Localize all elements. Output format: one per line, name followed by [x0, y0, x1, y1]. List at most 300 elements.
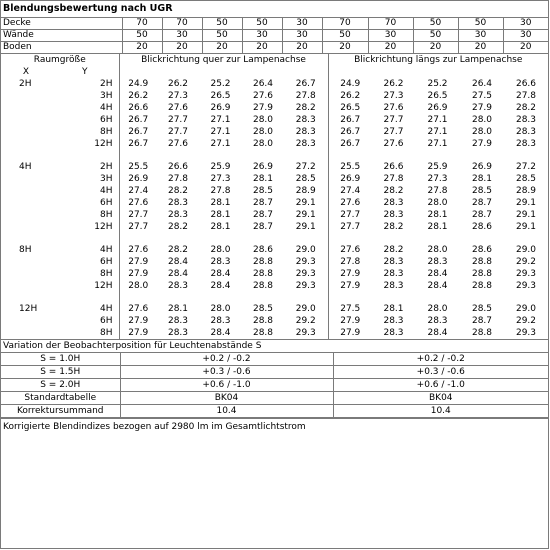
table-row: [1, 173, 548, 185]
table-row: [1, 280, 548, 292]
ugr-value-cell: 28.0: [210, 245, 231, 255]
ugr-value-cell: 28.8: [252, 269, 274, 279]
ugr-value-cell: 27.6: [328, 197, 372, 209]
ugr-value-cell: 28.8: [471, 281, 493, 291]
ugr-value-cell: 29.1: [295, 198, 316, 208]
ugr-value-cell: 28.3: [427, 257, 448, 267]
room-size-label: Raumgröße: [33, 55, 86, 65]
ugr-value-cell: 27.3: [427, 174, 448, 184]
ugr-value-cell: 27.6: [119, 303, 157, 315]
ugr-value-cell: 27.8: [328, 256, 372, 268]
ugr-value-cell: 28.0: [427, 304, 448, 314]
ugr-values-table: [1, 54, 548, 339]
ugr-value-cell: 27.8: [210, 186, 231, 196]
variation-row: [1, 366, 548, 379]
room-y-value: 6H: [100, 257, 113, 267]
room-y-value: 12H: [94, 222, 113, 232]
ugr-value-cell: 27.1: [427, 115, 448, 125]
ugr-value-cell: 28.3: [383, 328, 404, 338]
variation-title: Variation der Beobachterposition für Leuchtenabstände S: [1, 340, 548, 353]
ugr-value-cell: 27.4: [119, 185, 157, 197]
ugr-value-cell: 27.3: [383, 91, 404, 101]
correction-label: Korrektursummand: [1, 405, 120, 418]
ugr-value-cell: 29.3: [515, 281, 537, 291]
group-spacer: [1, 233, 548, 244]
ugr-value-cell: 27.9: [119, 268, 157, 280]
table-row: [1, 327, 548, 339]
standard-table-left: BK04: [120, 392, 333, 405]
standard-table-right: BK04: [333, 392, 548, 405]
ugr-value-cell: 28.7: [471, 198, 493, 208]
ugr-value-cell: 28.5: [252, 186, 274, 196]
ugr-value-cell: 26.4: [471, 79, 493, 89]
ugr-value-cell: 26.7: [119, 138, 157, 150]
ugr-value-cell: 27.1: [210, 127, 231, 137]
ugr-value-cell: 27.9: [471, 139, 493, 149]
ugr-value-cell: 26.9: [427, 103, 448, 113]
ugr-value-cell: 27.6: [252, 91, 274, 101]
room-y-value: 4H: [100, 186, 113, 196]
ugr-value-cell: 27.7: [383, 115, 404, 125]
ugr-value-cell: 29.3: [295, 269, 316, 279]
ugr-value-cell: 26.9: [328, 173, 372, 185]
ugr-value-cell: 28.8: [471, 257, 493, 267]
ugr-value-cell: 28.3: [167, 281, 189, 291]
ugr-value-cell: 27.1: [427, 127, 448, 137]
room-x-value: 4H: [19, 162, 32, 172]
ugr-value-cell: 27.7: [167, 115, 189, 125]
table-row: [1, 90, 548, 102]
variation-right: +0.2 / -0.2: [333, 353, 548, 366]
reflectance-value: 70: [162, 18, 202, 30]
reflectance-label: Wände: [1, 30, 122, 42]
ugr-value-cell: 28.3: [167, 210, 189, 220]
variation-label: S = 1.0H: [1, 353, 120, 366]
ugr-value-cell: 26.4: [252, 79, 274, 89]
ugr-value-cell: 28.1: [210, 222, 231, 232]
ugr-value-cell: 27.6: [383, 103, 404, 113]
ugr-value-cell: 28.8: [471, 269, 493, 279]
ugr-value-cell: 27.2: [515, 162, 537, 172]
ugr-value-cell: 27.6: [167, 139, 189, 149]
ugr-value-cell: 27.8: [427, 186, 448, 196]
room-y-value: 6H: [100, 198, 113, 208]
ugr-value-cell: 27.7: [328, 221, 372, 233]
ugr-value-cell: 26.7: [328, 126, 372, 138]
group-spacer: [1, 292, 548, 303]
ugr-value-cell: 28.2: [383, 245, 404, 255]
room-y-value: 8H: [100, 328, 113, 338]
ugr-value-cell: 28.0: [252, 139, 274, 149]
y-label: Y: [82, 67, 88, 77]
ugr-value-cell: 28.4: [427, 269, 448, 279]
room-y-value: 12H: [94, 139, 113, 149]
xy-header-row: [1, 66, 548, 78]
right-direction-label: Blickrichtung längs zur Lampenachse: [328, 54, 548, 66]
table-row: [1, 102, 548, 114]
variation-right: +0.3 / -0.6: [333, 366, 548, 379]
room-x-value: 2H: [19, 79, 32, 89]
ugr-value-cell: 28.2: [383, 186, 404, 196]
ugr-value-cell: 27.9: [328, 327, 372, 339]
ugr-value-cell: 26.7: [119, 126, 157, 138]
ugr-value-cell: 27.7: [167, 127, 189, 137]
ugr-value-cell: 29.3: [295, 257, 316, 267]
ugr-value-cell: 29.2: [515, 316, 537, 326]
ugr-value-cell: 28.1: [210, 210, 231, 220]
ugr-value-cell: 28.1: [427, 210, 448, 220]
ugr-value-cell: 27.6: [119, 244, 157, 256]
reflectance-label: Decke: [1, 18, 122, 30]
ugr-value-cell: 27.9: [328, 280, 372, 292]
ugr-value-cell: 27.4: [328, 185, 372, 197]
ugr-value-cell: 26.2: [119, 90, 157, 102]
ugr-value-cell: 28.2: [167, 186, 189, 196]
room-y-value: 4H: [100, 304, 113, 314]
room-y-value: 8H: [100, 269, 113, 279]
ugr-value-cell: 27.6: [328, 244, 372, 256]
room-x-value: 8H: [19, 245, 32, 255]
ugr-value-cell: 26.9: [119, 173, 157, 185]
room-y-value: 4H: [100, 103, 113, 113]
reflectance-row: [1, 42, 548, 54]
reflectance-row: [1, 30, 548, 42]
ugr-value-cell: 27.3: [210, 174, 231, 184]
ugr-value-cell: 27.3: [167, 91, 189, 101]
ugr-value-cell: 28.1: [471, 174, 493, 184]
ugr-value-cell: 27.9: [119, 256, 157, 268]
ugr-value-cell: 28.4: [427, 328, 448, 338]
ugr-value-cell: 29.1: [515, 198, 537, 208]
ugr-value-cell: 27.7: [119, 221, 157, 233]
ugr-value-cell: 28.3: [515, 115, 537, 125]
ugr-value-cell: 28.8: [471, 328, 493, 338]
ugr-value-cell: 28.3: [383, 257, 404, 267]
ugr-value-cell: 27.6: [119, 197, 157, 209]
ugr-value-cell: 28.2: [167, 222, 189, 232]
ugr-value-cell: 26.6: [119, 102, 157, 114]
ugr-value-cell: 26.5: [210, 91, 231, 101]
reflectance-value: 50: [122, 30, 162, 42]
ugr-value-cell: 28.5: [471, 304, 493, 314]
reflectance-header: [1, 18, 548, 54]
standard-table-label: Standardtabelle: [1, 392, 120, 405]
room-y-value: 6H: [100, 115, 113, 125]
ugr-value-cell: 28.0: [427, 198, 448, 208]
ugr-value-cell: 27.5: [471, 91, 493, 101]
ugr-value-cell: 29.0: [515, 245, 537, 255]
table-row: [1, 221, 548, 233]
ugr-value-cell: 26.7: [328, 138, 372, 150]
correction-right: 10.4: [333, 405, 548, 418]
ugr-value-cell: 28.7: [252, 210, 274, 220]
ugr-value-cell: 28.5: [471, 186, 493, 196]
ugr-value-cell: 28.3: [383, 198, 404, 208]
ugr-value-cell: 26.9: [471, 162, 493, 172]
reflectance-value: 50: [322, 30, 368, 42]
ugr-value-cell: 27.9: [328, 315, 372, 327]
ugr-value-cell: 28.9: [515, 186, 537, 196]
room-y-value: 3H: [100, 91, 113, 101]
reflectance-value: 20: [458, 42, 503, 54]
ugr-value-cell: 29.1: [295, 210, 316, 220]
ugr-value-cell: 29.0: [515, 304, 537, 314]
ugr-value-cell: 25.9: [210, 162, 231, 172]
ugr-value-cell: 28.1: [252, 174, 274, 184]
room-x-value: 12H: [19, 304, 38, 314]
reflectance-value: 30: [458, 30, 503, 42]
table-row: [1, 78, 548, 90]
room-y-value: 6H: [100, 316, 113, 326]
table-row: [1, 256, 548, 268]
ugr-value-cell: 28.7: [252, 222, 274, 232]
ugr-value-cell: 27.1: [427, 139, 448, 149]
ugr-value-cell: 25.9: [427, 162, 448, 172]
ugr-value-cell: 28.0: [427, 245, 448, 255]
ugr-value-cell: 28.1: [383, 304, 404, 314]
ugr-value-cell: 27.5: [328, 303, 372, 315]
ugr-value-cell: 28.3: [515, 139, 537, 149]
ugr-value-cell: 28.1: [210, 198, 231, 208]
x-label: X: [22, 67, 30, 77]
room-y-value: 3H: [100, 174, 113, 184]
ugr-value-cell: 28.6: [252, 245, 274, 255]
variation-left: +0.2 / -0.2: [120, 353, 333, 366]
ugr-value-cell: 28.2: [295, 103, 316, 113]
table-title: Blendungsbewertung nach UGR: [1, 1, 548, 18]
room-y-value: 2H: [100, 79, 113, 89]
ugr-value-cell: 29.3: [515, 328, 537, 338]
ugr-value-cell: 26.2: [167, 79, 189, 89]
ugr-value-cell: 28.5: [295, 174, 316, 184]
ugr-value-cell: 28.0: [210, 304, 231, 314]
ugr-value-cell: 27.9: [252, 103, 274, 113]
ugr-value-cell: 29.1: [515, 210, 537, 220]
reflectance-value: 70: [322, 18, 368, 30]
ugr-value-cell: 27.8: [167, 174, 189, 184]
variation-table: [1, 339, 548, 418]
table-row: [1, 197, 548, 209]
table-row: [1, 126, 548, 138]
reflectance-value: 20: [162, 42, 202, 54]
ugr-value-cell: 27.7: [328, 209, 372, 221]
ugr-value-cell: 25.5: [119, 161, 157, 173]
reflectance-value: 20: [322, 42, 368, 54]
ugr-value-cell: 28.3: [383, 316, 404, 326]
ugr-value-cell: 26.6: [383, 162, 404, 172]
ugr-value-cell: 28.8: [252, 316, 274, 326]
room-y-value: 8H: [100, 210, 113, 220]
ugr-value-cell: 27.7: [383, 127, 404, 137]
ugr-value-cell: 27.1: [210, 115, 231, 125]
ugr-value-cell: 26.5: [427, 91, 448, 101]
ugr-value-cell: 26.7: [119, 114, 157, 126]
ugr-value-cell: 29.1: [515, 222, 537, 232]
reflectance-value: 20: [122, 42, 162, 54]
ugr-value-cell: 28.3: [515, 127, 537, 137]
ugr-value-cell: 28.0: [252, 115, 274, 125]
reflectance-value: 70: [368, 18, 413, 30]
ugr-value-cell: 25.2: [210, 79, 231, 89]
ugr-value-cell: 25.2: [427, 79, 448, 89]
ugr-value-cell: 26.6: [515, 79, 537, 89]
variation-label: S = 1.5H: [1, 366, 120, 379]
reflectance-value: 30: [368, 30, 413, 42]
ugr-value-cell: 28.4: [167, 257, 189, 267]
ugr-value-cell: 28.8: [252, 328, 274, 338]
ugr-value-cell: 28.3: [427, 316, 448, 326]
ugr-value-cell: 28.5: [252, 304, 274, 314]
variation-row: [1, 353, 548, 366]
ugr-value-cell: 26.9: [252, 162, 274, 172]
ugr-value-cell: 26.6: [167, 162, 189, 172]
ugr-value-cell: 27.2: [295, 162, 316, 172]
footnote: Korrigierte Blendindizes bezogen auf 2980 lm im Gesamtlichtstrom: [1, 418, 548, 433]
table-row: [1, 185, 548, 197]
reflectance-value: 30: [162, 30, 202, 42]
ugr-value-cell: 28.6: [471, 222, 493, 232]
ugr-value-cell: 26.2: [383, 79, 404, 89]
room-y-value: 4H: [100, 245, 113, 255]
ugr-value-cell: 28.3: [295, 115, 316, 125]
table-row: [1, 303, 548, 315]
variation-label: S = 2.0H: [1, 379, 120, 392]
ugr-value-cell: 28.0: [471, 127, 493, 137]
ugr-value-cell: 29.0: [295, 245, 316, 255]
table-row: [1, 315, 548, 327]
correction-left: 10.4: [120, 405, 333, 418]
ugr-value-cell: 28.8: [252, 281, 274, 291]
ugr-value-cell: 28.3: [295, 139, 316, 149]
ugr-value-cell: 26.5: [328, 102, 372, 114]
room-y-value: 2H: [100, 162, 113, 172]
ugr-value-cell: 28.5: [515, 174, 537, 184]
reflectance-value: 30: [242, 30, 282, 42]
ugr-value-cell: 28.4: [210, 269, 231, 279]
room-y-value: 12H: [94, 281, 113, 291]
ugr-value-cell: 29.2: [515, 257, 537, 267]
ugr-value-cell: 27.9: [328, 268, 372, 280]
ugr-value-cell: 29.3: [515, 269, 537, 279]
ugr-value-cell: 25.5: [328, 161, 372, 173]
table-row: [1, 244, 548, 256]
ugr-value-cell: 28.1: [167, 304, 189, 314]
ugr-value-cell: 29.3: [295, 281, 316, 291]
ugr-value-cell: 27.8: [295, 91, 316, 101]
ugr-value-cell: 28.0: [252, 127, 274, 137]
standard-table-row: [1, 392, 548, 405]
reflectance-value: 30: [282, 30, 322, 42]
ugr-value-cell: 28.7: [471, 210, 493, 220]
variation-left: +0.6 / -1.0: [120, 379, 333, 392]
ugr-value-cell: 27.8: [515, 91, 537, 101]
ugr-value-cell: 28.4: [167, 269, 189, 279]
ugr-value-cell: 26.2: [328, 90, 372, 102]
ugr-value-cell: 28.9: [295, 186, 316, 196]
ugr-value-cell: 28.4: [210, 328, 231, 338]
group-spacer: [1, 150, 548, 161]
ugr-value-cell: 28.4: [427, 281, 448, 291]
reflectance-value: 30: [282, 18, 322, 30]
reflectance-value: 50: [242, 18, 282, 30]
ugr-value-cell: 28.0: [471, 115, 493, 125]
table-row: [1, 268, 548, 280]
ugr-value-cell: 28.7: [252, 198, 274, 208]
ugr-value-cell: 24.9: [119, 78, 157, 90]
table-row: [1, 161, 548, 173]
ugr-value-cell: 26.7: [328, 114, 372, 126]
ugr-value-cell: 28.3: [383, 269, 404, 279]
ugr-value-cell: 28.2: [383, 222, 404, 232]
ugr-value-cell: 28.3: [167, 316, 189, 326]
variation-left: +0.3 / -0.6: [120, 366, 333, 379]
ugr-value-cell: 28.3: [383, 281, 404, 291]
reflectance-value: 20: [202, 42, 242, 54]
reflectance-value: 50: [413, 30, 458, 42]
ugr-value-cell: 29.1: [295, 222, 316, 232]
ugr-value-cell: 26.9: [210, 103, 231, 113]
ugr-value-cell: 28.3: [167, 198, 189, 208]
ugr-value-cell: 24.9: [328, 78, 372, 90]
ugr-value-cell: 27.9: [119, 327, 157, 339]
ugr-value-cell: 28.0: [119, 280, 157, 292]
reflectance-row: [1, 18, 548, 30]
ugr-value-cell: 28.6: [471, 245, 493, 255]
reflectance-value: 30: [503, 18, 548, 30]
reflectance-value: 20: [413, 42, 458, 54]
ugr-value-cell: 27.8: [383, 174, 404, 184]
ugr-value-cell: 28.8: [252, 257, 274, 267]
ugr-value-cell: 27.6: [167, 103, 189, 113]
ugr-value-cell: 27.7: [119, 209, 157, 221]
ugr-value-cell: 27.1: [210, 139, 231, 149]
reflectance-value: 50: [458, 18, 503, 30]
left-direction-label: Blickrichtung quer zur Lampenachse: [119, 54, 328, 66]
reflectance-value: 20: [282, 42, 322, 54]
reflectance-value: 20: [242, 42, 282, 54]
variation-row: [1, 379, 548, 392]
variation-right: +0.6 / -1.0: [333, 379, 548, 392]
ugr-value-cell: 28.3: [383, 210, 404, 220]
table-row: [1, 114, 548, 126]
ugr-value-cell: 28.1: [427, 222, 448, 232]
ugr-value-cell: 28.4: [210, 281, 231, 291]
ugr-value-cell: 28.2: [167, 245, 189, 255]
ugr-value-cell: 27.6: [383, 139, 404, 149]
ugr-value-cell: 28.3: [210, 257, 231, 267]
ugr-value-cell: 28.7: [471, 316, 493, 326]
table-row: [1, 138, 548, 150]
ugr-value-cell: 27.9: [119, 315, 157, 327]
reflectance-value: 50: [202, 30, 242, 42]
ugr-value-cell: 26.7: [295, 79, 316, 89]
ugr-value-cell: 28.3: [295, 127, 316, 137]
correction-row: [1, 405, 548, 418]
reflectance-value: 30: [503, 30, 548, 42]
reflectance-value: 70: [122, 18, 162, 30]
reflectance-label: Boden: [1, 42, 122, 54]
ugr-value-cell: 27.9: [471, 103, 493, 113]
reflectance-value: 50: [202, 18, 242, 30]
room-y-value: 8H: [100, 127, 113, 137]
table-row: [1, 209, 548, 221]
direction-header-row: [1, 54, 548, 66]
ugr-value-cell: 28.3: [210, 316, 231, 326]
reflectance-value: 50: [413, 18, 458, 30]
ugr-value-cell: 28.3: [167, 328, 189, 338]
ugr-value-cell: 29.0: [295, 304, 316, 314]
ugr-value-cell: 29.3: [295, 328, 316, 338]
